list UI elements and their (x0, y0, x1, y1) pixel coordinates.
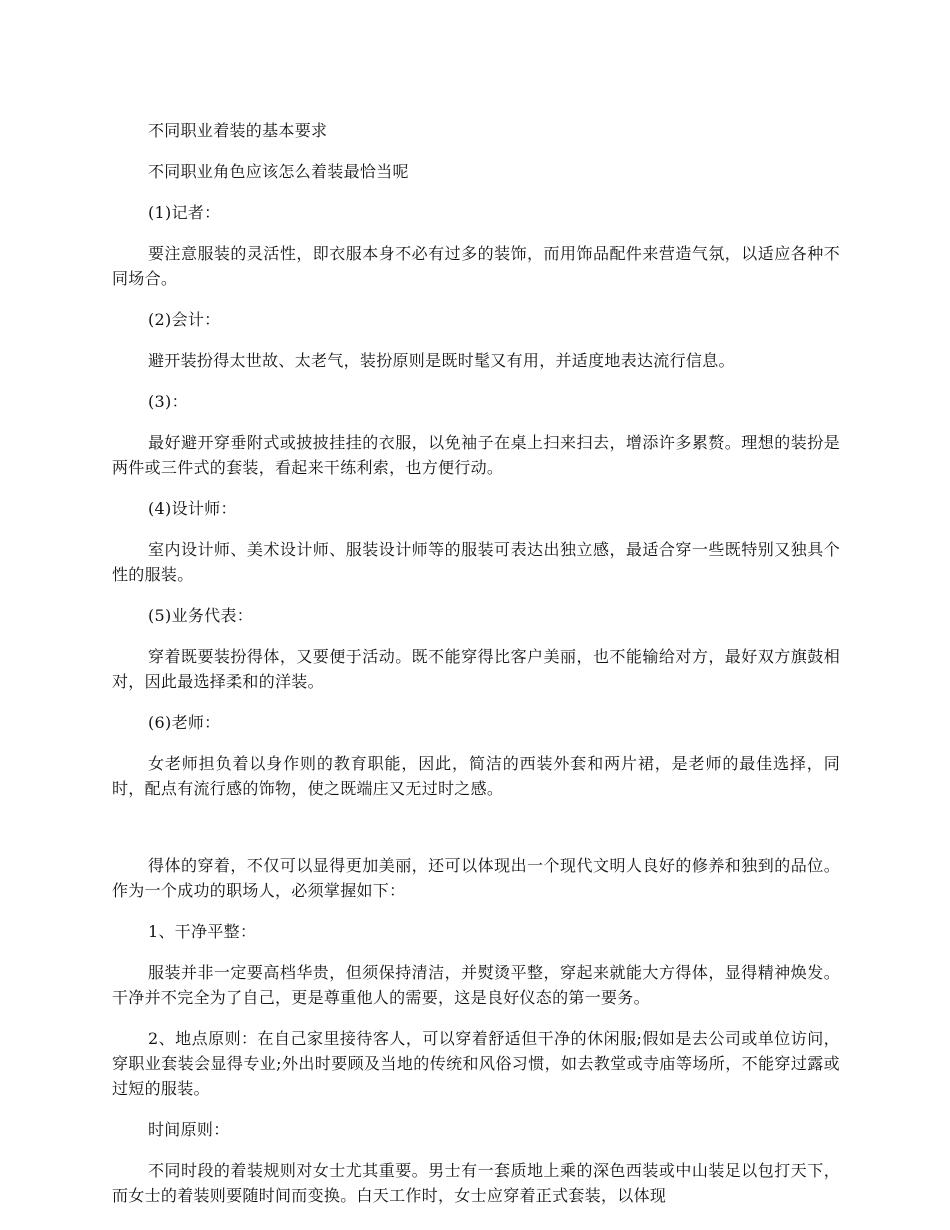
paragraph-sales-rep: 穿着既要装扮得体，又要便于活动。既不能穿得比客户美丽，也不能输给对方，最好双方旗鼓相对，因此最选择柔和的洋装。 (112, 647, 840, 691)
section-heading-teacher: (6)老师： (148, 713, 221, 732)
section-heading-reporter: (1)记者： (148, 203, 221, 222)
paragraph-teacher: 女老师担负着以身作则的教育职能，因此，简洁的西装外套和两片裙，是老师的最佳选择，同时，配点有流行感的饰物，使之既端庄又无过时之感。 (112, 754, 840, 798)
subtitle-question: 不同职业角色应该怎么着装最恰当呢 (148, 162, 409, 181)
paragraph-designer: 室内设计师、美术设计师、服装设计师等的服装可表达出独立感，最适合穿一些既特别又独具个性的服装。 (112, 540, 840, 584)
section-heading-clean-neat: 1、干净平整： (148, 922, 257, 941)
paragraph-reporter: 要注意服装的灵活性，即衣服本身不必有过多的装饰，而用饰品配件来营造气氛，以适应各种不同场合。 (112, 244, 840, 288)
paragraph-accountant: 避开装扮得太世故、太老气，装扮原则是既时髦又有用，并适度地表达流行信息。 (148, 351, 735, 370)
section-heading-time-principle: 时间原则： (148, 1120, 230, 1139)
paragraph-intro-proper-dress: 得体的穿着，不仅可以显得更加美丽，还可以体现出一个现代文明人良好的修养和独到的品位。作为一个成功的职场人，必须掌握如下： (112, 856, 840, 900)
document-title: 不同职业着装的基本要求 (148, 121, 328, 140)
section-heading-accountant: (2)会计： (148, 310, 221, 329)
section-heading-3: (3)： (148, 392, 188, 411)
paragraph-time-principle: 不同时段的着装规则对女士尤其重要。男士有一套质地上乘的深色西装或中山装足以包打天下，而女士的着装则要随时间而变换。白天工作时，女士应穿着正式套装，以体现 (112, 1161, 840, 1205)
section-spacer (112, 817, 840, 853)
paragraph-3: 最好避开穿垂附式或披披挂挂的衣服，以免袖子在桌上扫来扫去，增添许多累赘。理想的装扮是两件或三件式的套装，看起来干练利索，也方便行动。 (112, 433, 840, 477)
paragraph-location-principle: 2、地点原则：在自己家里接待客人，可以穿着舒适但干净的休闲服;假如是去公司或单位访问，穿职业套装会显得专业;外出时要顾及当地的传统和风俗习惯，如去教堂或寺庙等场所，不能穿过露或过短的服装。 (112, 1029, 840, 1098)
section-heading-designer: (4)设计师： (148, 499, 237, 518)
section-heading-sales-rep: (5)业务代表： (148, 606, 254, 625)
document-body (112, 118, 840, 1224)
paragraph-clean-neat: 服装并非一定要高档华贵，但须保持清洁，并熨烫平整，穿起来就能大方得体，显得精神焕发。干净并不完全为了自己，更是尊重他人的需要，这是良好仪态的第一要务。 (112, 963, 840, 1007)
